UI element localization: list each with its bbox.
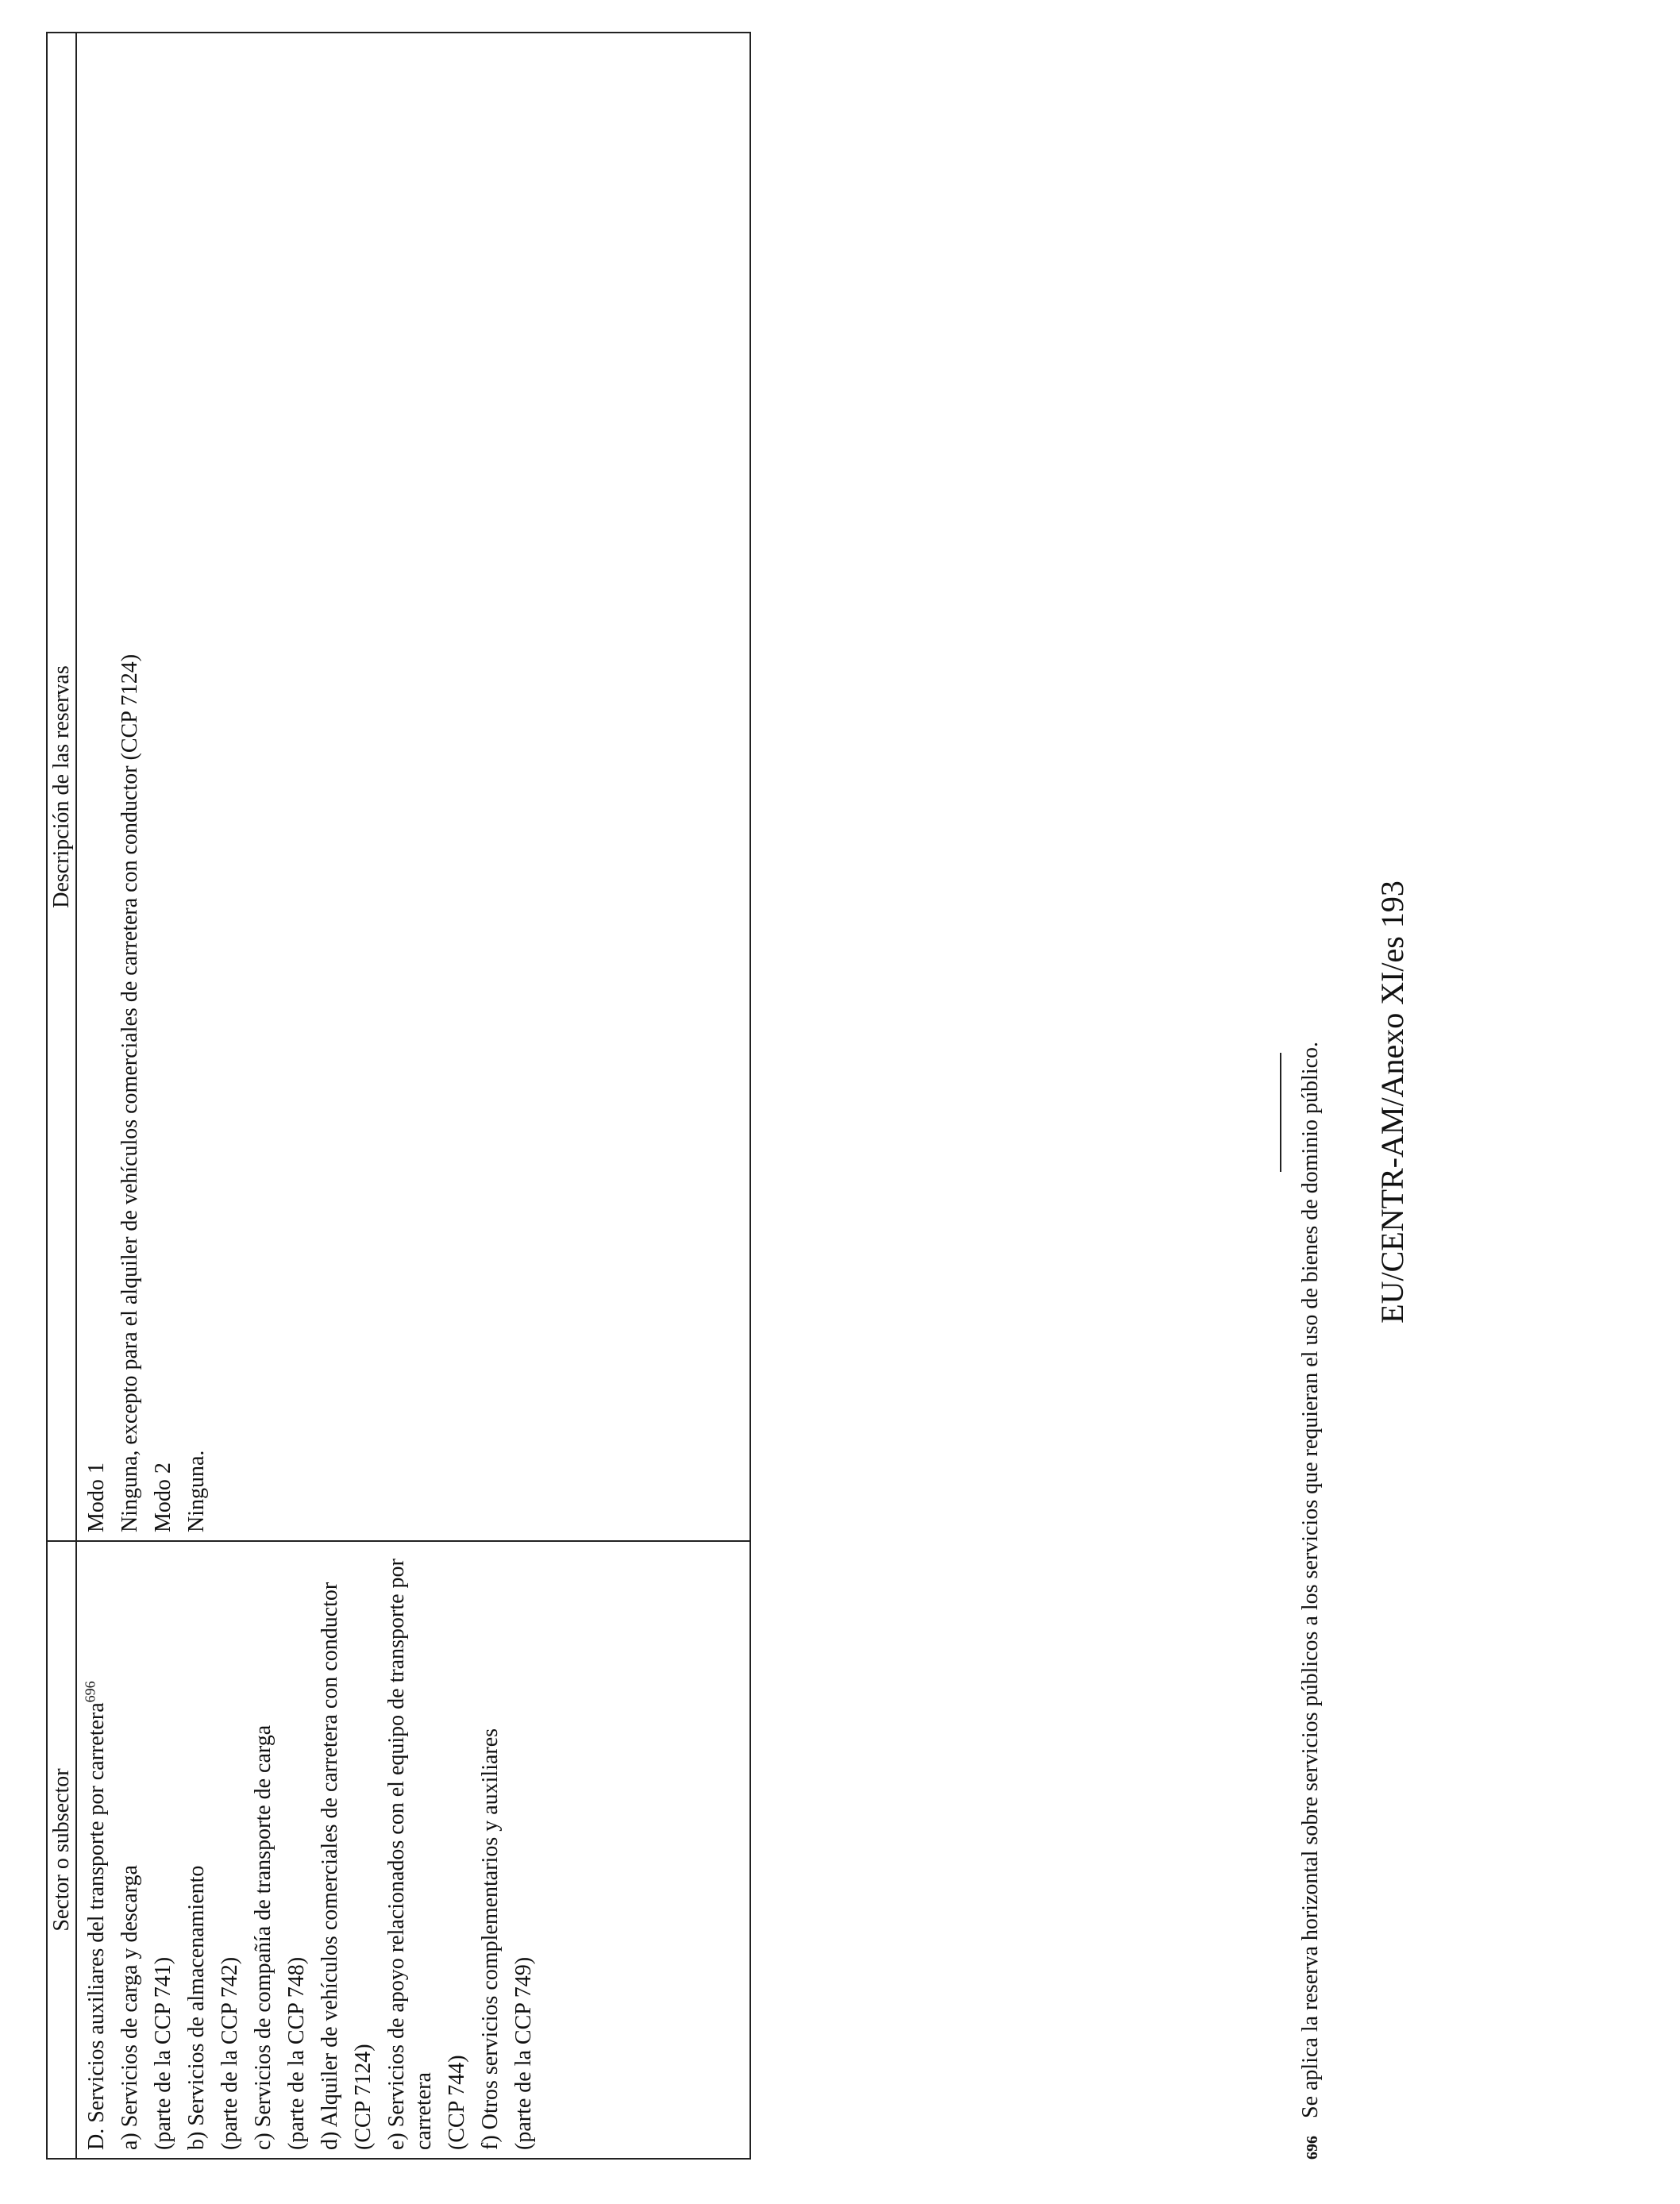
mode-text: Ninguna.	[184, 1450, 209, 1532]
sector-item: (CCP 7124)	[351, 2044, 376, 2150]
footnote-ref: 696	[82, 1681, 98, 1703]
sector-title	[83, 1550, 110, 2150]
sector-item: f) Otros servicios complementarios y auxiliares	[478, 1728, 503, 2150]
header-sector: Sector o subsector	[48, 1540, 77, 2158]
footnote-number: 696	[1304, 2136, 1321, 2160]
sector-item: (parte de la CCP 742)	[218, 1956, 242, 2150]
sector-title-text: D. Servicios auxiliares del transporte por carretera	[84, 1702, 109, 2150]
sector-item: c) Servicios de compañía de transporte de carga	[251, 1724, 276, 2150]
description-cell	[77, 33, 749, 1540]
mode-text: Ninguna, excepto para el alquiler de vehículos comerciales de carretera con conductor (CCP 7124)	[118, 653, 142, 1532]
footnote-text: Se aplica la reserva horizontal sobre servicios públicos a los servicios que requieran el uso de bienes de dominio público.	[1298, 1041, 1323, 2118]
header-description: Descripción de las reservas	[48, 33, 77, 1540]
sector-item: (parte de la CCP 749)	[511, 1956, 536, 2150]
sector-item: d) Alquiler de vehículos comerciales de carretera con conductor	[318, 1582, 342, 2150]
sector-item: b) Servicios de almacenamiento	[184, 1865, 209, 2150]
footnote	[1298, 1042, 1324, 2160]
reservations-table	[46, 32, 751, 2160]
page-label: EU/CENTR-AM/Anexo XI/es 193	[1374, 880, 1410, 1324]
sector-item: (CCP 744)	[445, 2055, 469, 2150]
sector-item: e) Servicios de apoyo relacionados con el equipo de transporte por carretera	[384, 1559, 436, 2150]
mode-label: Modo 2	[151, 1462, 175, 1532]
sector-item: (parte de la CCP 741)	[151, 1956, 175, 2150]
sector-cell	[77, 1540, 749, 2158]
sector-item: (parte de la CCP 748)	[284, 1956, 309, 2150]
mode-label: Modo 1	[84, 1462, 109, 1532]
sector-item: a) Servicios de carga y descarga	[118, 1865, 142, 2150]
footnote-separator	[1280, 1053, 1281, 1172]
